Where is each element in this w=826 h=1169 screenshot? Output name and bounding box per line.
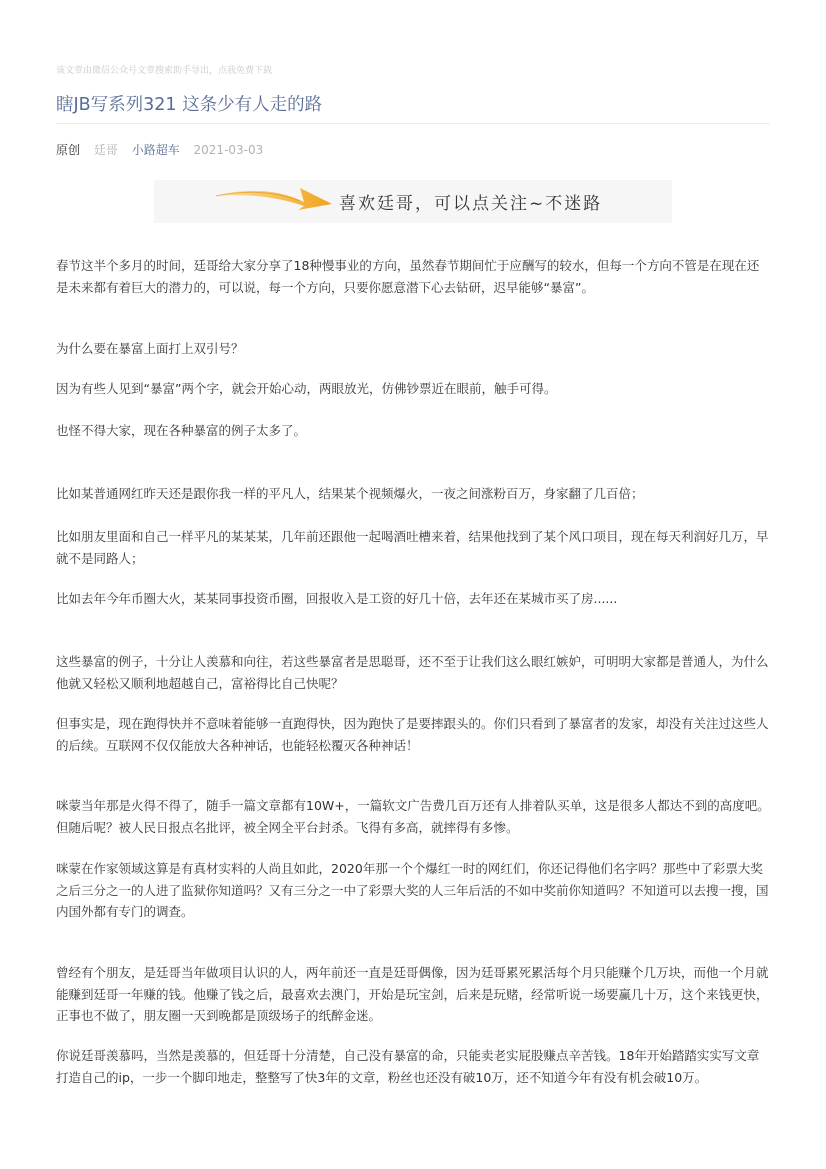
author-name: 廷哥 [93,143,118,157]
paragraph: 但事实是，现在跑得快并不意味着能够一直跑得快，因为跑快了是要摔跟头的。你们只看到了暴富者的发家，却没有关注过这些人的后续。互联网不仅仅能放大各种神话，也能轻松覆灭各种神话！ [56,716,769,753]
paragraph: 曾经有个朋友，是廷哥当年做项目认识的人，两年前还一直是廷哥偶像，因为廷哥累死累活每个月只能赚个几万块，而他一个月就能赚到廷哥一年赚的钱。他赚了钱之后，最喜欢去澳门，开始是玩宝剑，后来是玩赌，经常听说一场要赢几十万，这个来钱更快，正事也不做了，朋友圈一天到晚都是顶级场子的纸醉金迷。 [56,965,769,1023]
paragraph: 比如去年今年币圈大火，某某同事投资币圈，回报收入是工资的好几十倍，去年还在某城市买了房...... [56,591,618,606]
paragraph: 你说廷哥羡慕吗，当然是羡慕的，但廷哥十分清楚，自己没有暴富的命，只能卖老实屁股赚点辛苦钱。18年开始踏踏实实写文章打造自己的ip，一步一个脚印地走，整整写了快3年的文章，粉丝也还没有破10万，还不知道今年有没有机会破10万。 [56,1048,760,1085]
article-title: 瞎JB写系列321 这条少有人走的路 [56,95,323,115]
title-divider [56,123,770,124]
article-meta [56,141,273,158]
account-link[interactable]: 小路超车 [131,143,180,157]
follow-banner-text: 喜欢廷哥，可以点关注~不迷路 [339,194,603,214]
publish-date: 2021-03-03 [193,143,264,157]
paragraph: 为什么要在暴富上面打上双引号？ [56,341,244,356]
paragraph: 比如某普通网红昨天还是跟你我一样的平凡人，结果某个视频爆火，一夜之间涨粉百万，身家翻了几百倍； [56,486,644,501]
follow-banner [154,180,672,223]
original-tag: 原创 [56,143,81,157]
paragraph: 这些暴富的例子，十分让人羡慕和向往，若这些暴富者是思聪哥，还不至于让我们这么眼红嫉妒，可明明大家都是普通人，为什么他就又轻松又顺利地超越自己，富裕得比自己快呢？ [56,654,769,691]
export-notice-link[interactable]: 该文章由微信公众号文章搜索助手导出，点我免费下载 [56,66,273,76]
paragraph: 比如朋友里面和自己一样平凡的某某某，几年前还跟他一起喝酒吐槽来着，结果他找到了某个风口项目，现在每天利润好几万，早就不是同路人； [56,529,769,566]
paragraph: 咪蒙当年那是火得不得了，随手一篇文章都有10W+，一篇软文广告费几百万还有人排着队买单，这是很多人都达不到的高度吧。但随后呢？被人民日报点名批评，被全网全平台封杀。飞得有多高，就摔得有多惨。 [56,798,770,835]
paragraph: 因为有些人见到“暴富”两个字，就会开始心动，两眼放光，仿佛钞票近在眼前，触手可得。 [56,381,557,396]
paragraph: 咪蒙在作家领域这算是有真材实料的人尚且如此，2020年那一个个爆红一时的网红们，你还记得他们名字吗？那些中了彩票大奖之后三分之一的人进了监狱你知道吗？又有三分之一中了彩票大奖的人三年后活的不如中奖前你知道吗？不知道可以去搜一搜，国内国外都有专门的调查。 [56,861,769,919]
paragraph: 春节这半个多月的时间，廷哥给大家分享了18种慢事业的方向，虽然春节期间忙于应酬写的较水，但每一个方向不管是在现在还是未来都有着巨大的潜力的，可以说，每一个方向，只要你愿意潜下心去钻研，迟早能够“暴富”。 [56,258,760,295]
paragraph: 也怪不得大家，现在各种暴富的例子太多了。 [56,423,307,438]
